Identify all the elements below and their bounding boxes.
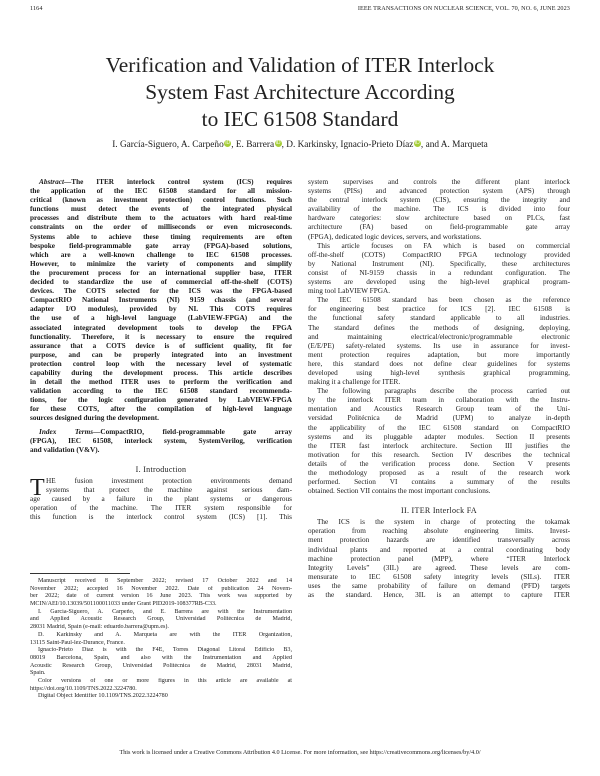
footnote-line: D. Karkinsky and A. Marqueta are with the ITER Organization, xyxy=(38,631,292,638)
abstract-line: capability during the development process. This article describes xyxy=(30,368,292,377)
title-line: to IEC 61508 Standard xyxy=(201,107,399,131)
abstract-line: the procurement process for an international supplier base, ITER xyxy=(30,268,292,277)
index-terms-line: and validation (V&V). xyxy=(30,445,100,454)
footnote-line: 28031 Madrid, Spain (e-mail: eduardo.barrera@upm.es). xyxy=(30,624,169,631)
body-line: ment protection hazards are identified transversally across xyxy=(308,536,570,545)
body-line: consist of NI-9159 chassis in a redundant configuration. The xyxy=(308,268,570,277)
abstract-line: devices. The COTS selected for the ICS was the FPGA-based xyxy=(30,287,292,296)
body-line: details of the verification process done. Section V presents xyxy=(308,459,570,468)
body-line: motivation for this research. Section IV describes the technical xyxy=(308,450,570,459)
footnote-line: and Applied Acoustic Research Group, Universidad Politécnica de Madrid, xyxy=(30,616,292,623)
footnote-line: Digital Object Identifier 10.1109/TNS.2022.3224780 xyxy=(38,693,168,700)
paragraph xyxy=(308,518,570,600)
paragraph xyxy=(308,178,570,242)
body-line: machine protection panel (MPP), where “ITER Interlock xyxy=(308,554,570,563)
abstract-line: protection control loop with the necessary level of systematic xyxy=(30,359,292,368)
body-line: for engineering best practice for ICS [2]. IEC 61508 is xyxy=(308,305,570,314)
author-names: , D. Karkinsky, Ignacio-Prieto Díaz xyxy=(281,140,414,150)
body-line: here, this standard does not define clear guidelines for systems xyxy=(308,359,570,368)
abstract-line: assurance that a COTS device is of sufficient quality, fit for xyxy=(30,341,292,350)
body-line: Integrity Levels” (3IL) are agreed. These levels are com- xyxy=(308,563,570,572)
index-terms-label: Index Terms xyxy=(39,427,94,436)
body-line: age caused by a failure in the plant systems or dangerous xyxy=(30,495,292,504)
body-line: this function is the interlock control system (ICS) [1]. This xyxy=(30,513,292,522)
index-terms xyxy=(30,428,292,455)
footnote-line: ber 2022; date of current version 16 June 2023. This work was supported by xyxy=(30,593,292,600)
paper-title xyxy=(40,52,560,133)
abstract-line: Abstract—The ITER interlock control system (ICS) requires xyxy=(39,178,292,186)
body-line: by the interlock ITER team in collaboration with the Instru- xyxy=(308,396,570,405)
abstract-line: Systems able to achieve these timing requirements are often xyxy=(30,232,292,241)
body-line: as the standard. Hence, 3IL is an attempt to capture ITER xyxy=(308,591,570,600)
footnote xyxy=(30,693,292,701)
abstract-line: the application of the IEC 61508 standard for all mission- xyxy=(30,187,292,196)
running-header xyxy=(30,5,570,15)
abstract-line: in detail the method ITER uses to perform the verification and xyxy=(30,378,292,387)
body-line: hardware categories: slow architecture based on PLCs, fast xyxy=(308,214,570,223)
body-line: ment protection requires adaptation, but more importantly xyxy=(308,350,570,359)
abstract-line: CompactRIO National Instruments (NI) 9159 chassis (and several xyxy=(30,296,292,305)
author-names: I. García-Siguero, A. Carpeño xyxy=(112,140,224,150)
body-line: (FPGA), dedicated logic devices, servers, and workstations. xyxy=(308,232,482,241)
body-line: by National Instrument (NI). Specifically, these architectures xyxy=(308,259,570,268)
body-line: HE fusion investment protection environments demand xyxy=(46,476,292,485)
left-column xyxy=(30,178,292,522)
right-column xyxy=(308,178,570,600)
footnote-line: 13115 Saint-Paul-lez-Durance, France. xyxy=(30,639,125,646)
body-line: obtained. Section VII contains the most important conclusions. xyxy=(308,487,491,496)
body-line: The ICS is the system in charge of protecting the tokamak xyxy=(317,518,570,527)
footnote xyxy=(30,647,292,678)
abstract-line: the use of a high-level language (LabVIEW-FPGA) and the xyxy=(30,314,292,323)
footnote-line: Acoustic Research Group, Universidad Politécnica de Madrid, 28031 Madrid, xyxy=(30,662,292,669)
body-line: availability of the machine. The ICS is divided into four xyxy=(308,205,570,214)
abstract-line: tions, for the logic configuration generated by LabVIEW-FPGA xyxy=(30,396,292,405)
footnote-line: Manuscript received 8 September 2022; revised 17 October 2022 and 14 xyxy=(38,578,292,584)
body-line: uses the same probability of failure on demand (PFD) targets xyxy=(308,581,570,590)
author-list xyxy=(30,140,570,150)
orcid-icon[interactable]: iD xyxy=(225,140,231,146)
abstract-line: decided to standardize the use of commercial off-the-shelf (COTS) xyxy=(30,278,292,287)
body-line: individual plants and reported at a central coordinating body xyxy=(308,545,570,554)
footnote xyxy=(30,609,292,632)
body-line: making it a challenge for ITER. xyxy=(308,378,401,387)
body-line: systems are developed using the high-level graphical program- xyxy=(308,278,570,287)
body-line: performed. Section VI contains a summary of the results xyxy=(308,478,570,487)
page-number: 1164 xyxy=(30,5,43,12)
body-line: the central interlock system (CIS), ensuring the integrity and xyxy=(308,196,570,205)
paragraph xyxy=(308,387,570,496)
title-line: System Fast Architecture According xyxy=(145,80,455,104)
index-terms-line: (FPGA), IEC 61508, interlock system, SystemVerilog, verification xyxy=(30,436,292,445)
abstract-line: constraints on the order of milliseconds or even microseconds. xyxy=(30,223,292,232)
body-line: system supervises and controls the different plant interlock xyxy=(308,178,570,186)
body-line: the applicability of the IEC 61508 standard on CompactRIO xyxy=(308,423,570,432)
body-line: operation of the machine. The ITER system responsible for xyxy=(30,504,292,513)
abstract-line: for these COTS, after the compilation of high-level language xyxy=(30,405,292,414)
body-line: mentation and Acoustics Research Group team of the Uni- xyxy=(308,405,570,414)
body-line: off-the-shelf (COTS) CompactRIO FPGA technology provided xyxy=(308,250,570,259)
intro-drop-cap-block xyxy=(30,474,292,504)
body-line: operation from reaching absolute engineering limits. Invest- xyxy=(308,527,570,536)
abstract-line: processes and distribute them to the actuators with hard real-time xyxy=(30,214,292,223)
footnote xyxy=(30,578,292,609)
abstract-line: validation according to the IEC 61508 standard recommenda- xyxy=(30,387,292,396)
footnote-line: I. García-Siguero, A. Carpeño, and E. Barrera are with the Instrumentation xyxy=(38,608,292,615)
footnote-line: Color versions of one or more figures in this article are available at xyxy=(38,677,292,684)
author-names: , and A. Marqueta xyxy=(420,140,488,150)
orcid-icon[interactable]: iD xyxy=(275,140,281,146)
footnotes xyxy=(30,578,292,701)
abstract-line: which are a well-known challenge to IEC 61508 processes. xyxy=(30,250,292,259)
body-line: The IEC 61508 standard has been chosen as the reference xyxy=(317,296,570,305)
body-line: The following paragraphs describe the process carried out xyxy=(317,387,570,396)
footnote-rule xyxy=(30,573,130,574)
paragraph xyxy=(308,242,570,297)
abstract-line: associated integrated development tools to develop the FPGA xyxy=(30,323,292,332)
author-names: , E. Barrera xyxy=(231,140,275,150)
body-line: The standard defines the methods of designing, deploying, xyxy=(308,323,570,332)
footnote-line: Spain. xyxy=(30,670,46,677)
doi-link[interactable]: https://doi.org/10.1109/TNS.2022.3224780. xyxy=(30,685,137,692)
body-line: and maintaining electrical/electronic/programmable electronic xyxy=(308,332,570,341)
orcid-icon[interactable]: iD xyxy=(415,140,420,146)
abstract-line: bespoke field-programmable gate array (FPGA)-based solutions, xyxy=(30,241,292,250)
abstract-line: sources designed during the development. xyxy=(30,414,159,423)
abstract-line: However, to minimize the variety of components and simplify xyxy=(30,259,292,268)
body-line: developed using high-level synthesis graphical programming, xyxy=(308,368,570,377)
body-line: This article focuses on FA which is based on commercial xyxy=(317,241,570,250)
footnote-line: MCIN/AEI/10.13039/501100011033 under Grant PID2019-108377RB-C33. xyxy=(30,601,217,608)
body-line: versidad Politécnica de Madrid (UPM) to analyze in-depth xyxy=(308,414,570,423)
body-line: systems (PISs) and advanced protection system (APS) through xyxy=(308,187,570,196)
body-line: mensurate to IEC 61508 safety integrity levels (SILs). ITER xyxy=(308,572,570,581)
body-line: the ITER fast interlock architecture. Section III justifies the xyxy=(308,441,570,450)
footnote xyxy=(30,678,292,693)
title-line: Verification and Validation of ITER Interlock xyxy=(105,53,495,77)
drop-cap: T xyxy=(30,474,45,501)
body-line: (E/E/PE) safety-related systems. Its use in assurance for invest- xyxy=(308,341,570,350)
body-line: ming tool LabVIEW FPGA. xyxy=(308,287,391,296)
index-terms-line: Index Terms—CompactRIO, field-programmable gate array xyxy=(39,427,292,436)
abstract xyxy=(30,178,292,424)
license-notice: This work is licensed under a Creative Commons Attribution 4.0 License. For more information, see https://creativecommons.org/licenses/by/4.0/ xyxy=(119,749,481,756)
body-line: the functional safety standard applicable to all industries. xyxy=(308,314,570,323)
footnote xyxy=(30,632,292,647)
body-line: architecture (FA) based on field-programmable gate array xyxy=(308,223,570,232)
paragraph xyxy=(308,296,570,387)
abstract-label: Abstract xyxy=(39,178,64,186)
abstract-line: functionality. Therefore, it is necessary to ensure the required xyxy=(30,332,292,341)
footnote-line: Ignacio-Prieto Díaz is with the F4E, Torres Diagonal Litoral Edificio B3, xyxy=(38,647,292,654)
abstract-line: critical (known as investment protection) control functions. Such xyxy=(30,196,292,205)
footnote-line: 08019 Barcelona, Spain, and also with the Instrumentation and Applied xyxy=(30,654,292,661)
abstract-line: adapter I/O modules), provided by NI. This COTS requires xyxy=(30,305,292,314)
body-line: systems and its pluggable adapter modules. Section II presents xyxy=(308,432,570,441)
section-heading: I. Introduction xyxy=(135,464,187,474)
section-heading: II. ITER Interlock FA xyxy=(401,506,477,516)
journal-name: IEEE TRANSACTIONS ON NUCLEAR SCIENCE, VOL. 70, NO. 6, JUNE 2023 xyxy=(357,5,570,12)
abstract-line: functions must detect the events of the integrated physical xyxy=(30,205,292,214)
footnote-line: November 2022; accepted 16 November 2022. Date of publication 24 Novem- xyxy=(30,585,292,592)
abstract-line: purpose, and can be properly integrated into an investment xyxy=(30,350,292,359)
body-line: the methodology proposed as a result of the research work xyxy=(308,469,570,477)
body-line: systems that protect the machine against serious dam- xyxy=(46,485,292,494)
